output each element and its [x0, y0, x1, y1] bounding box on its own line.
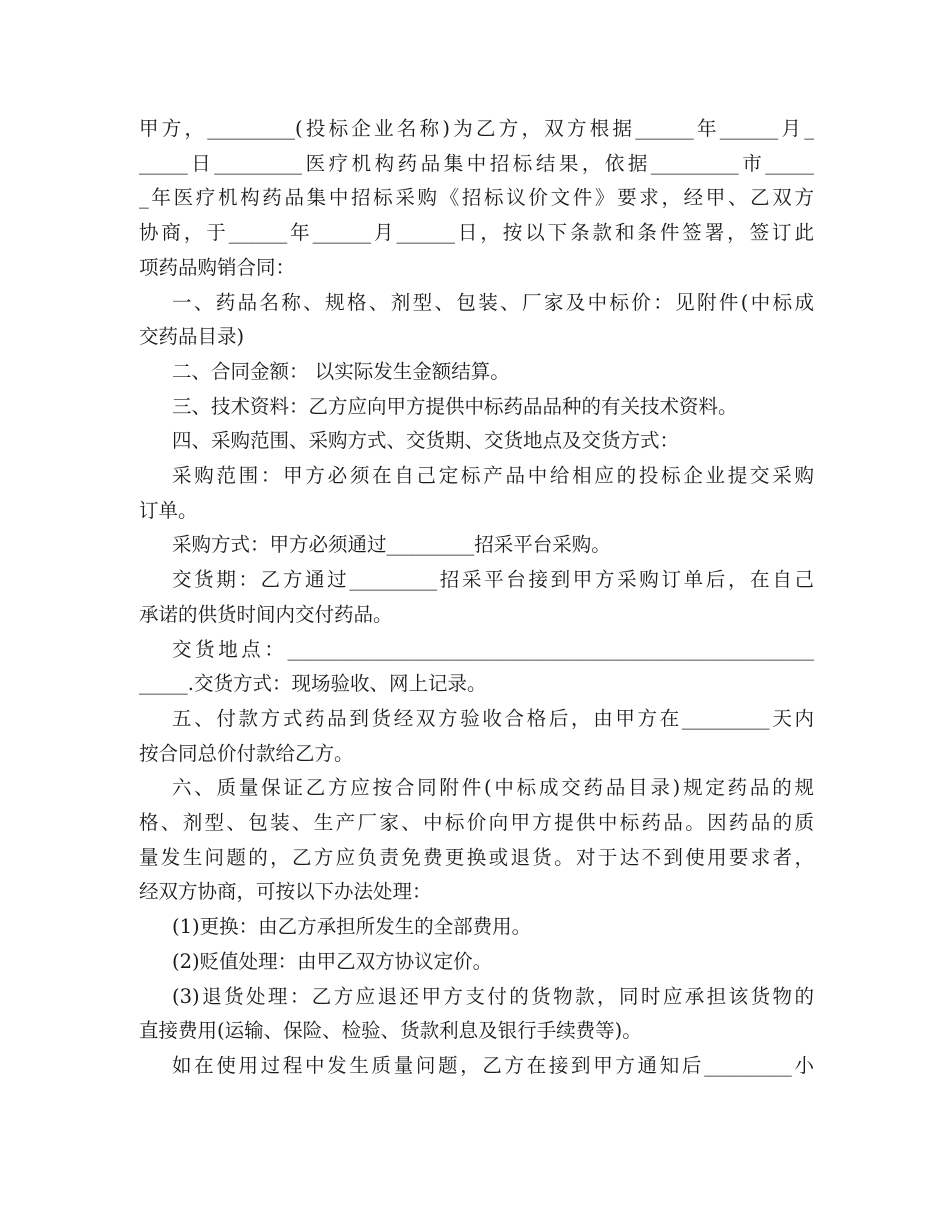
text-line: 经双方协商，可按以下办法处理：: [139, 880, 432, 904]
text-line: 采购方式：甲方必须通过_________招采平台采购。: [172, 533, 611, 557]
text-line: 如在使用过程中发生质量问题，乙方在接到甲方通知后_________小: [172, 1053, 814, 1077]
text-line: 三、技术资料：乙方应向甲方提供中标药品品种的有关技术资料。: [172, 394, 738, 418]
text-line: (3)退货处理：乙方应退还甲方支付的货物款，同时应承担该货物的: [172, 984, 814, 1008]
text-line: 按合同总价付款给乙方。: [139, 741, 354, 765]
text-line: 甲方，_________(投标企业名称)为乙方，双方根据______年______月_: [139, 117, 814, 140]
text-line: (1)更换：由乙方承担所发生的全部费用。: [172, 915, 532, 939]
text-line: 格、剂型、包装、生产厂家、中标价向甲方提供中标药品。因药品的质: [139, 811, 814, 834]
text-line: 项药品购销合同：: [139, 255, 296, 279]
text-line: 协商，于______年______月______日，按以下条款和条件签署，签订此: [139, 221, 814, 245]
text-line: 一、药品名称、规格、剂型、包装、厂家及中标价：见附件(中标成: [172, 290, 814, 314]
text-line: 四、采购范围、采购方式、交货期、交货地点及交货方式：: [172, 429, 680, 453]
text-line: 量发生问题的，乙方应负责免费更换或退货。对于达不到使用要求者，: [139, 845, 814, 869]
text-line: 采购范围：甲方必须在自己定标产品中给相应的投标企业提交采购: [172, 464, 814, 487]
text-line: 二、合同金额： 以实际发生金额结算。: [172, 359, 510, 383]
text-line: _年医疗机构药品集中招标采购《招标议价文件》要求，经甲、乙双方: [139, 186, 814, 210]
text-line: 五、付款方式药品到货经双方验收合格后，由甲方在_________天内: [172, 706, 814, 730]
text-line: 订单。: [139, 498, 198, 522]
text-line: _____.交货方式：现场验收、网上记录。: [139, 672, 487, 696]
text-line: 承诺的供货时间内交付药品。: [139, 602, 393, 626]
text-line: 交药品目录): [139, 325, 245, 349]
text-line: (2)贬值处理：由甲乙双方协议定价。: [172, 949, 493, 973]
text-line: 直接费用(运输、保险、检验、货款利息及银行手续费等)。: [139, 1019, 642, 1043]
text-line: 六、质量保证乙方应按合同附件(中标成交药品目录)规定药品的规: [172, 776, 814, 800]
text-line: 交货地点：______________________________________________________: [172, 637, 814, 661]
text-line: 交货期：乙方通过_________招采平台接到甲方采购订单后，在自己: [172, 568, 814, 592]
text-line: _____日_________医疗机构药品集中招标结果，依据_________市_____: [139, 151, 814, 175]
